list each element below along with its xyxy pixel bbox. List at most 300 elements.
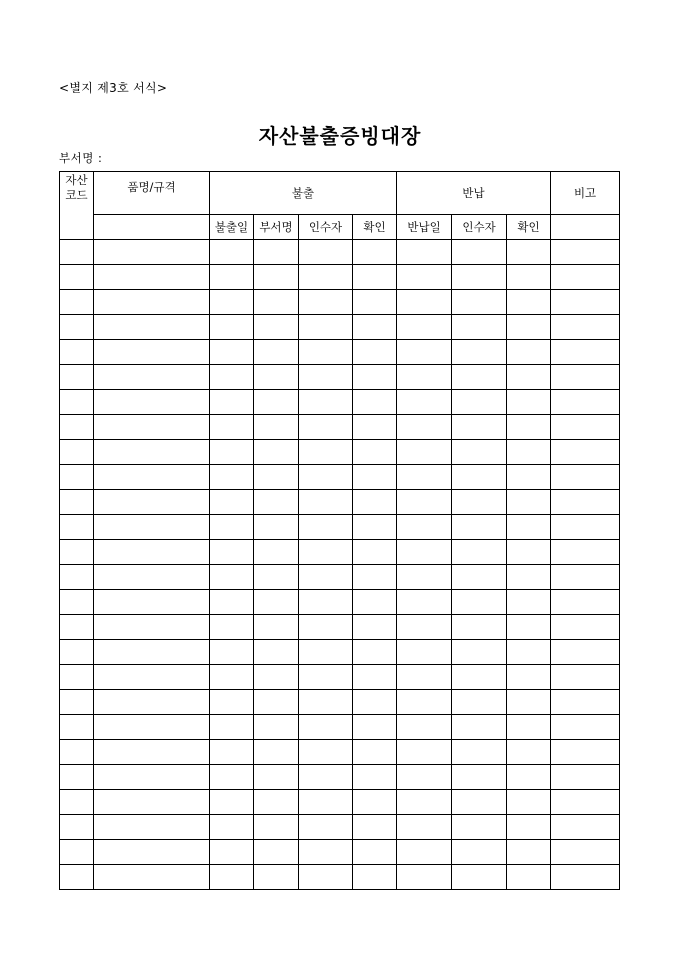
return-receiver-cell xyxy=(452,540,507,565)
table-row xyxy=(60,665,620,690)
return-date-cell xyxy=(397,265,452,290)
item-spec-cell xyxy=(94,615,210,640)
remarks-cell xyxy=(551,865,620,890)
return-receiver-cell xyxy=(452,715,507,740)
return-receiver-cell xyxy=(452,790,507,815)
asset-code-cell xyxy=(60,615,94,640)
return-confirm-cell xyxy=(507,590,551,615)
return-receiver-cell xyxy=(452,590,507,615)
remarks-cell xyxy=(551,440,620,465)
issue-date-cell xyxy=(210,865,254,890)
item-spec-cell xyxy=(94,565,210,590)
issue-dept-cell xyxy=(254,740,299,765)
remarks-cell xyxy=(551,540,620,565)
return-confirm-cell xyxy=(507,315,551,340)
return-date-cell xyxy=(397,665,452,690)
item-spec-cell xyxy=(94,290,210,315)
remarks-cell xyxy=(551,765,620,790)
issue-confirm-cell xyxy=(353,765,397,790)
issue-receiver-cell xyxy=(299,490,353,515)
asset-issue-ledger-table xyxy=(59,171,620,890)
remarks-cell xyxy=(551,590,620,615)
issue-date-cell xyxy=(210,765,254,790)
issue-date-cell xyxy=(210,840,254,865)
issue-receiver-cell xyxy=(299,765,353,790)
asset-code-cell xyxy=(60,840,94,865)
item-spec-cell xyxy=(94,590,210,615)
asset-code-cell xyxy=(60,415,94,440)
return-receiver-header: 인수자 xyxy=(452,215,507,240)
issue-confirm-cell xyxy=(353,440,397,465)
issue-confirm-cell xyxy=(353,490,397,515)
return-confirm-cell xyxy=(507,290,551,315)
issue-receiver-cell xyxy=(299,465,353,490)
return-confirm-cell xyxy=(507,665,551,690)
issue-confirm-cell xyxy=(353,790,397,815)
return-date-cell xyxy=(397,715,452,740)
return-date-cell xyxy=(397,465,452,490)
table-row xyxy=(60,815,620,840)
issue-date-cell xyxy=(210,465,254,490)
return-receiver-cell xyxy=(452,615,507,640)
issue-date-cell xyxy=(210,265,254,290)
return-date-cell xyxy=(397,565,452,590)
asset-code-header-line1: 자산 xyxy=(65,173,88,187)
table-row xyxy=(60,715,620,740)
issue-dept-cell xyxy=(254,840,299,865)
item-spec-header: 품명/규격 xyxy=(94,172,210,215)
return-date-cell xyxy=(397,540,452,565)
asset-code-cell xyxy=(60,440,94,465)
issue-date-cell xyxy=(210,240,254,265)
issue-dept-cell xyxy=(254,265,299,290)
item-spec-cell xyxy=(94,340,210,365)
return-receiver-cell xyxy=(452,365,507,390)
asset-code-cell xyxy=(60,765,94,790)
return-receiver-cell xyxy=(452,240,507,265)
item-spec-cell xyxy=(94,740,210,765)
return-receiver-cell xyxy=(452,390,507,415)
return-date-cell xyxy=(397,815,452,840)
item-spec-cell xyxy=(94,390,210,415)
return-receiver-cell xyxy=(452,665,507,690)
return-date-cell xyxy=(397,315,452,340)
issue-confirm-cell xyxy=(353,415,397,440)
return-receiver-cell xyxy=(452,765,507,790)
issue-dept-cell xyxy=(254,240,299,265)
issue-date-cell xyxy=(210,365,254,390)
remarks-cell xyxy=(551,340,620,365)
department-label: 부서명 : xyxy=(59,151,103,165)
issue-date-cell xyxy=(210,740,254,765)
item-spec-cell xyxy=(94,540,210,565)
table-row xyxy=(60,565,620,590)
issue-confirm-cell xyxy=(353,565,397,590)
issue-confirm-cell xyxy=(353,640,397,665)
return-confirm-cell xyxy=(507,415,551,440)
remarks-cell xyxy=(551,715,620,740)
issue-date-cell xyxy=(210,440,254,465)
remarks-cell xyxy=(551,315,620,340)
issue-date-cell xyxy=(210,590,254,615)
issue-dept-cell xyxy=(254,290,299,315)
issue-receiver-cell xyxy=(299,315,353,340)
return-receiver-cell xyxy=(452,815,507,840)
subheader-row xyxy=(60,215,620,240)
issue-dept-cell xyxy=(254,340,299,365)
issue-dept-cell xyxy=(254,490,299,515)
return-date-cell xyxy=(397,865,452,890)
issue-receiver-cell xyxy=(299,715,353,740)
issue-date-cell xyxy=(210,390,254,415)
issue-date-cell xyxy=(210,715,254,740)
item-spec-cell xyxy=(94,665,210,690)
return-receiver-cell xyxy=(452,490,507,515)
issue-receiver-cell xyxy=(299,815,353,840)
asset-code-cell xyxy=(60,315,94,340)
return-receiver-cell xyxy=(452,865,507,890)
return-date-cell xyxy=(397,290,452,315)
return-date-cell xyxy=(397,765,452,790)
asset-code-cell xyxy=(60,515,94,540)
issue-date-cell xyxy=(210,540,254,565)
issue-dept-cell xyxy=(254,390,299,415)
issue-date-cell xyxy=(210,640,254,665)
return-confirm-cell xyxy=(507,515,551,540)
issue-confirm-header: 확인 xyxy=(353,215,397,240)
table-row xyxy=(60,390,620,415)
item-spec-cell xyxy=(94,490,210,515)
return-date-cell xyxy=(397,440,452,465)
issue-confirm-cell xyxy=(353,515,397,540)
asset-code-cell xyxy=(60,665,94,690)
asset-code-cell xyxy=(60,690,94,715)
asset-code-cell xyxy=(60,715,94,740)
return-confirm-cell xyxy=(507,840,551,865)
issue-receiver-header: 인수자 xyxy=(299,215,353,240)
asset-code-cell xyxy=(60,740,94,765)
issue-date-cell xyxy=(210,665,254,690)
item-spec-cell xyxy=(94,415,210,440)
asset-code-cell xyxy=(60,365,94,390)
return-confirm-cell xyxy=(507,340,551,365)
asset-code-header xyxy=(60,172,94,240)
issue-dept-cell xyxy=(254,865,299,890)
issue-date-cell xyxy=(210,790,254,815)
return-confirm-cell xyxy=(507,765,551,790)
item-spec-cell xyxy=(94,440,210,465)
return-confirm-cell xyxy=(507,565,551,590)
asset-code-cell xyxy=(60,790,94,815)
return-receiver-cell xyxy=(452,515,507,540)
asset-code-cell xyxy=(60,490,94,515)
remarks-cell xyxy=(551,840,620,865)
issue-date-cell xyxy=(210,315,254,340)
return-date-cell xyxy=(397,365,452,390)
return-confirm-cell xyxy=(507,790,551,815)
document-title: 자산불출증빙대장 xyxy=(258,124,422,148)
issue-receiver-cell xyxy=(299,415,353,440)
issue-dept-cell xyxy=(254,715,299,740)
issue-dept-cell xyxy=(254,765,299,790)
asset-code-cell xyxy=(60,815,94,840)
issue-dept-cell xyxy=(254,565,299,590)
return-confirm-cell xyxy=(507,265,551,290)
issue-confirm-cell xyxy=(353,315,397,340)
return-receiver-cell xyxy=(452,840,507,865)
issue-dept-cell xyxy=(254,790,299,815)
remarks-cell xyxy=(551,565,620,590)
table-row xyxy=(60,865,620,890)
asset-code-cell xyxy=(60,265,94,290)
table-row xyxy=(60,340,620,365)
issue-dept-cell xyxy=(254,415,299,440)
table-row xyxy=(60,290,620,315)
table-row xyxy=(60,415,620,440)
return-confirm-cell xyxy=(507,740,551,765)
return-group-header: 반납 xyxy=(397,172,551,215)
return-date-cell xyxy=(397,490,452,515)
remarks-cell xyxy=(551,240,620,265)
issue-confirm-cell xyxy=(353,690,397,715)
item-spec-subheader-empty xyxy=(94,215,210,240)
return-date-cell xyxy=(397,240,452,265)
asset-code-cell xyxy=(60,640,94,665)
return-receiver-cell xyxy=(452,315,507,340)
return-date-cell xyxy=(397,640,452,665)
return-receiver-cell xyxy=(452,290,507,315)
issue-dept-header: 부서명 xyxy=(254,215,299,240)
issue-receiver-cell xyxy=(299,590,353,615)
asset-code-cell xyxy=(60,565,94,590)
asset-code-cell xyxy=(60,290,94,315)
return-date-cell xyxy=(397,415,452,440)
asset-code-cell xyxy=(60,240,94,265)
asset-code-cell xyxy=(60,390,94,415)
table-row xyxy=(60,540,620,565)
return-receiver-cell xyxy=(452,415,507,440)
issue-dept-cell xyxy=(254,315,299,340)
item-spec-cell xyxy=(94,640,210,665)
item-spec-cell xyxy=(94,815,210,840)
return-date-cell xyxy=(397,790,452,815)
remarks-cell xyxy=(551,465,620,490)
issue-confirm-cell xyxy=(353,815,397,840)
return-confirm-cell xyxy=(507,715,551,740)
remarks-cell xyxy=(551,740,620,765)
return-receiver-cell xyxy=(452,690,507,715)
return-confirm-cell xyxy=(507,490,551,515)
remarks-cell xyxy=(551,390,620,415)
table-row xyxy=(60,790,620,815)
item-spec-cell xyxy=(94,790,210,815)
issue-confirm-cell xyxy=(353,865,397,890)
remarks-cell xyxy=(551,515,620,540)
remarks-cell xyxy=(551,815,620,840)
remarks-cell xyxy=(551,640,620,665)
return-confirm-header: 확인 xyxy=(507,215,551,240)
issue-receiver-cell xyxy=(299,690,353,715)
issue-date-cell xyxy=(210,565,254,590)
return-confirm-cell xyxy=(507,690,551,715)
return-receiver-cell xyxy=(452,465,507,490)
item-spec-cell xyxy=(94,765,210,790)
return-date-header: 반납일 xyxy=(397,215,452,240)
issue-dept-cell xyxy=(254,540,299,565)
item-spec-cell xyxy=(94,690,210,715)
issue-date-cell xyxy=(210,415,254,440)
return-receiver-cell xyxy=(452,640,507,665)
issue-date-cell xyxy=(210,515,254,540)
return-date-cell xyxy=(397,690,452,715)
return-date-cell xyxy=(397,390,452,415)
return-date-cell xyxy=(397,615,452,640)
issue-group-header: 불출 xyxy=(210,172,397,215)
issue-receiver-cell xyxy=(299,865,353,890)
issue-confirm-cell xyxy=(353,715,397,740)
table-row xyxy=(60,765,620,790)
table-row xyxy=(60,490,620,515)
asset-code-cell xyxy=(60,465,94,490)
return-confirm-cell xyxy=(507,440,551,465)
issue-receiver-cell xyxy=(299,365,353,390)
remarks-cell xyxy=(551,490,620,515)
issue-confirm-cell xyxy=(353,365,397,390)
asset-code-cell xyxy=(60,590,94,615)
issue-dept-cell xyxy=(254,815,299,840)
issue-receiver-cell xyxy=(299,740,353,765)
remarks-cell xyxy=(551,790,620,815)
return-confirm-cell xyxy=(507,390,551,415)
item-spec-cell xyxy=(94,515,210,540)
issue-receiver-cell xyxy=(299,565,353,590)
issue-date-cell xyxy=(210,490,254,515)
table-row xyxy=(60,615,620,640)
asset-code-header-line2: 코드 xyxy=(65,188,88,202)
return-confirm-cell xyxy=(507,640,551,665)
issue-dept-cell xyxy=(254,515,299,540)
return-date-cell xyxy=(397,840,452,865)
issue-date-cell xyxy=(210,690,254,715)
issue-receiver-cell xyxy=(299,665,353,690)
table-row xyxy=(60,640,620,665)
item-spec-cell xyxy=(94,265,210,290)
issue-dept-cell xyxy=(254,665,299,690)
return-receiver-cell xyxy=(452,740,507,765)
issue-confirm-cell xyxy=(353,665,397,690)
item-spec-cell xyxy=(94,315,210,340)
issue-receiver-cell xyxy=(299,790,353,815)
remarks-cell xyxy=(551,690,620,715)
issue-receiver-cell xyxy=(299,540,353,565)
issue-receiver-cell xyxy=(299,440,353,465)
issue-receiver-cell xyxy=(299,840,353,865)
item-spec-cell xyxy=(94,840,210,865)
table-row xyxy=(60,465,620,490)
return-confirm-cell xyxy=(507,240,551,265)
issue-receiver-cell xyxy=(299,515,353,540)
table-row xyxy=(60,740,620,765)
issue-confirm-cell xyxy=(353,265,397,290)
remarks-cell xyxy=(551,415,620,440)
issue-confirm-cell xyxy=(353,340,397,365)
return-receiver-cell xyxy=(452,440,507,465)
issue-dept-cell xyxy=(254,365,299,390)
issue-receiver-cell xyxy=(299,290,353,315)
return-confirm-cell xyxy=(507,540,551,565)
issue-date-cell xyxy=(210,290,254,315)
return-date-cell xyxy=(397,590,452,615)
item-spec-cell xyxy=(94,465,210,490)
asset-code-cell xyxy=(60,340,94,365)
table-row xyxy=(60,315,620,340)
return-confirm-cell xyxy=(507,365,551,390)
return-confirm-cell xyxy=(507,465,551,490)
issue-confirm-cell xyxy=(353,615,397,640)
issue-confirm-cell xyxy=(353,840,397,865)
issue-confirm-cell xyxy=(353,240,397,265)
return-receiver-cell xyxy=(452,565,507,590)
issue-dept-cell xyxy=(254,590,299,615)
table-row xyxy=(60,590,620,615)
return-receiver-cell xyxy=(452,340,507,365)
return-confirm-cell xyxy=(507,615,551,640)
issue-date-header: 불출일 xyxy=(210,215,254,240)
issue-receiver-cell xyxy=(299,390,353,415)
table-row xyxy=(60,265,620,290)
return-confirm-cell xyxy=(507,815,551,840)
table-row xyxy=(60,365,620,390)
table-row xyxy=(60,690,620,715)
issue-confirm-cell xyxy=(353,540,397,565)
item-spec-cell xyxy=(94,365,210,390)
asset-code-cell xyxy=(60,865,94,890)
issue-receiver-cell xyxy=(299,240,353,265)
issue-receiver-cell xyxy=(299,265,353,290)
table-row xyxy=(60,440,620,465)
item-spec-cell xyxy=(94,865,210,890)
asset-code-cell xyxy=(60,540,94,565)
issue-dept-cell xyxy=(254,640,299,665)
remarks-cell xyxy=(551,365,620,390)
issue-date-cell xyxy=(210,340,254,365)
return-date-cell xyxy=(397,740,452,765)
header-row xyxy=(60,172,620,215)
remarks-subheader-empty xyxy=(551,215,620,240)
issue-confirm-cell xyxy=(353,290,397,315)
issue-date-cell xyxy=(210,615,254,640)
remarks-cell xyxy=(551,615,620,640)
issue-confirm-cell xyxy=(353,465,397,490)
issue-confirm-cell xyxy=(353,590,397,615)
item-spec-cell xyxy=(94,240,210,265)
issue-dept-cell xyxy=(254,440,299,465)
issue-dept-cell xyxy=(254,615,299,640)
remarks-cell xyxy=(551,665,620,690)
table-row xyxy=(60,515,620,540)
return-date-cell xyxy=(397,515,452,540)
return-confirm-cell xyxy=(507,865,551,890)
return-receiver-cell xyxy=(452,265,507,290)
issue-receiver-cell xyxy=(299,340,353,365)
issue-confirm-cell xyxy=(353,740,397,765)
table-row xyxy=(60,840,620,865)
remarks-cell xyxy=(551,265,620,290)
table-row xyxy=(60,240,620,265)
issue-dept-cell xyxy=(254,690,299,715)
issue-dept-cell xyxy=(254,465,299,490)
issue-receiver-cell xyxy=(299,615,353,640)
